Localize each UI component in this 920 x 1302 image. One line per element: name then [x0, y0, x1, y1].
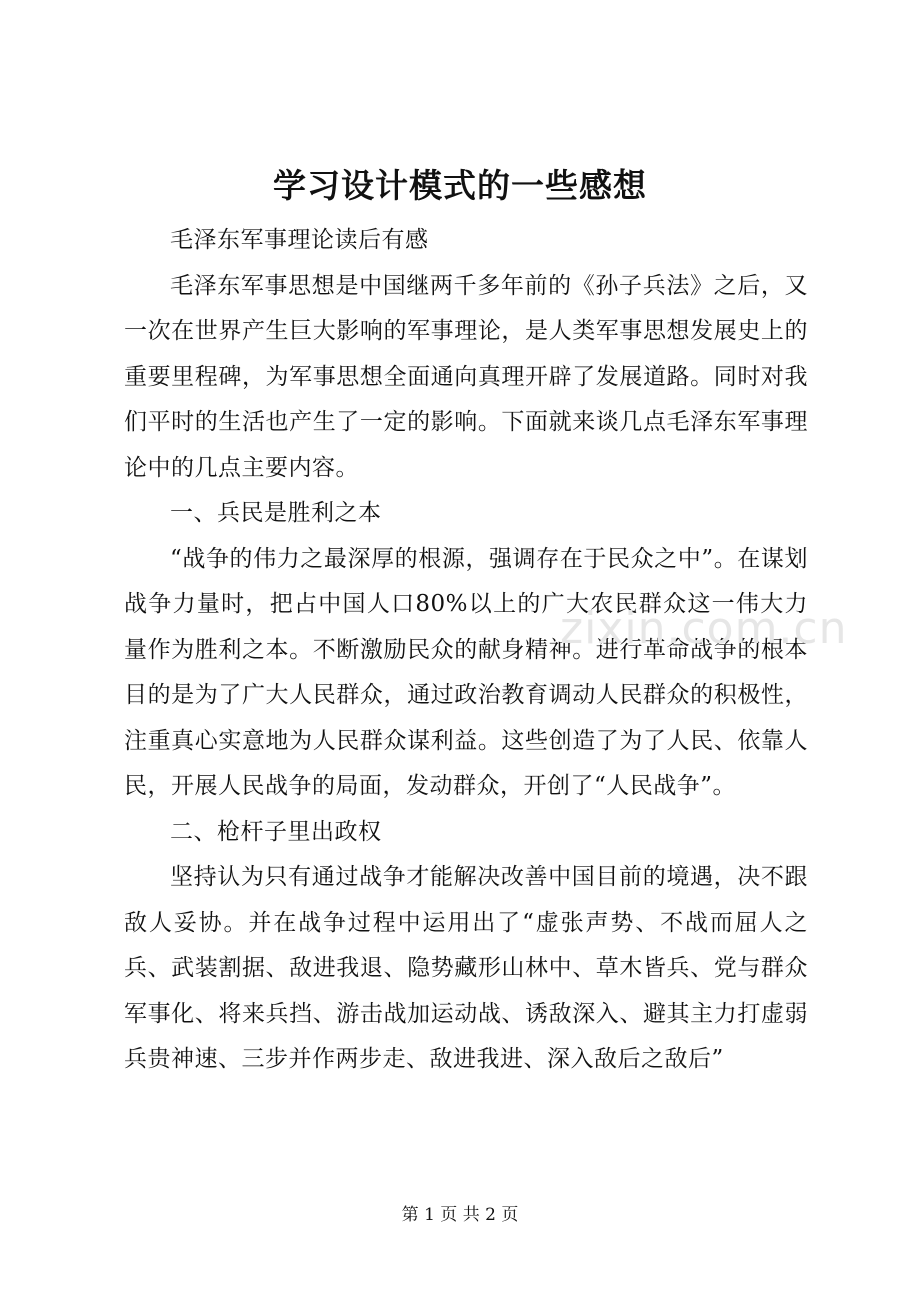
paragraph-section-2: 坚持认为只有通过战争才能解决改善中国目前的境遇，决不跟敌人妥协。并在战争过程中运用出了“虚张声势、不战而屈人之兵、武装割据、敌进我退、隐势藏形山林中、草木皆兵、党与群众军事化、将来兵挡、游击战加运动战、诱敌深入、避其主力打虚弱兵贵神速、三步并作两步走、敌进我进、深入敌后之敌后”	[124, 864, 808, 1072]
page-footer: 第 1 页 共 2 页	[401, 1205, 519, 1225]
section-heading-1: 一、兵民是胜利之本	[170, 500, 382, 526]
document-title: 学习设计模式的一些感想	[273, 166, 647, 205]
paragraph-intro: 毛泽东军事思想是中国继两千多年前的《孙子兵法》之后，又一次在世界产生巨大影响的军事理论，是人类军事思想发展史上的重要里程碑，为军事思想全面通向真理开辟了发展道路。同时对我们平时的生活也产生了一定的影响。下面就来谈几点毛泽东军事理论中的几点主要内容。	[124, 272, 808, 481]
document-body	[124, 218, 808, 1083]
section-heading-2: 二、枪杆子里出政权	[170, 818, 382, 845]
paragraph-section-1: “战争的伟力之最深厚的根源，强调存在于民众之中”。在谋划战争力量时，把占中国人口80%以上的广大农民群众这一伟大力量作为胜利之本。不断激励民众的献身精神。进行革命战争的根本目的是为了广大人民群众，通过政治教育调动人民群众的积极性，注重真心实意地为人民群众谋利益。这些创造了为了人民、依靠人民，开展人民战争的局面，发动群众，开创了“人民战争”。	[124, 545, 808, 799]
paragraph-subtitle: 毛泽东军事理论读后有感	[170, 227, 429, 253]
watermark-text: zixin.com.cn	[560, 603, 848, 654]
